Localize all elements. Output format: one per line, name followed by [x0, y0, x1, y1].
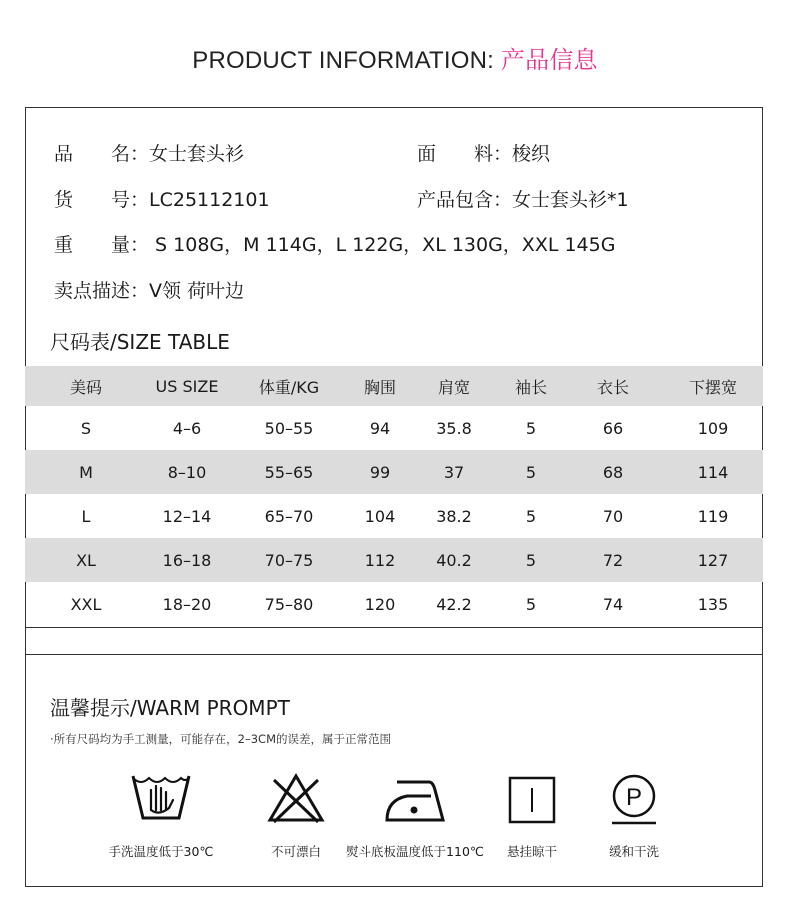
table-cell: 75–80 — [264, 594, 314, 614]
size-table-header-row — [25, 366, 763, 406]
table-cell: L — [81, 506, 91, 526]
table-cell: 70 — [602, 506, 624, 526]
table-cell: 114 — [663, 450, 763, 494]
header-cell: US SIZE — [147, 366, 227, 406]
table-row — [25, 538, 763, 582]
product-name-row — [54, 139, 244, 166]
table-cell: 55–65 — [227, 450, 351, 494]
table-cell: 4–6 — [172, 418, 202, 438]
table-row — [25, 450, 763, 494]
fabric-label: 面 料： — [417, 143, 513, 165]
table-cell: 65–70 — [264, 506, 314, 526]
header-cell: 体重/KG — [227, 366, 351, 406]
table-cell: 66 — [602, 418, 624, 438]
table-cell: 94 — [369, 418, 391, 438]
contents-row — [417, 185, 629, 212]
table-cell: M — [25, 450, 147, 494]
size-table — [25, 366, 763, 626]
table-cell: 112 — [351, 538, 409, 582]
selling-point-row — [54, 276, 244, 303]
table-cell: 119 — [697, 506, 729, 526]
care-item-gentle-dry-clean — [564, 770, 704, 860]
table-cell: 5 — [525, 418, 537, 438]
selling-point-value: V领 荷叶边 — [149, 280, 245, 302]
hand-wash-icon — [129, 770, 193, 826]
weight-label: 重 量： — [54, 234, 150, 256]
item-code-label: 货 号： — [54, 189, 150, 211]
item-code-value: LC25112101 — [149, 189, 270, 211]
measurement-note: ·所有尺码均为手工测量，可能存在，2–3CM的误差，属于正常范围 — [50, 732, 391, 746]
table-cell: 8–10 — [147, 450, 227, 494]
table-cell: 18–20 — [162, 594, 212, 614]
care-label: 不可漂白 — [270, 844, 321, 859]
table-cell: 12–14 — [162, 506, 212, 526]
table-cell: 127 — [663, 538, 763, 582]
table-row — [25, 582, 763, 626]
header-cell: 下摆宽 — [663, 366, 763, 406]
table-cell: 109 — [697, 418, 729, 438]
table-cell: 35.8 — [436, 418, 472, 438]
size-table-title: 尺码表/SIZE TABLE — [50, 330, 230, 354]
gentle-dry-clean-icon — [602, 770, 666, 826]
care-label: 手洗温度低于30℃ — [108, 844, 214, 859]
divider — [25, 627, 763, 628]
table-cell: 99 — [351, 450, 409, 494]
table-cell: 42.2 — [436, 594, 472, 614]
table-cell: 74 — [602, 594, 624, 614]
table-cell: 70–75 — [227, 538, 351, 582]
header-cell: 美码 — [25, 366, 147, 406]
table-cell: 50–55 — [264, 418, 314, 438]
divider — [25, 654, 763, 655]
table-cell: 5 — [499, 538, 563, 582]
iron-icon — [383, 770, 447, 826]
page-title — [0, 40, 790, 75]
contents-label: 产品包含： — [417, 189, 513, 211]
title-chinese: 产品信息 — [500, 46, 598, 74]
table-cell: S — [80, 418, 92, 438]
table-cell: 68 — [563, 450, 663, 494]
svg-text:P: P — [625, 784, 643, 811]
title-english: PRODUCT INFORMATION: — [192, 47, 501, 74]
table-cell: 5 — [525, 506, 537, 526]
contents-value: 女士套头衫*1 — [512, 189, 629, 211]
table-cell: 120 — [364, 594, 396, 614]
table-cell: 38.2 — [436, 506, 472, 526]
fabric-value: 梭织 — [512, 143, 551, 165]
table-cell: 104 — [364, 506, 396, 526]
care-item-hand-wash — [91, 770, 231, 860]
care-label: 熨斗底板温度低于110℃ — [346, 844, 484, 859]
product-name-value: 女士套头衫 — [149, 143, 245, 165]
table-cell: XL — [25, 538, 147, 582]
table-cell: 37 — [409, 450, 499, 494]
warm-prompt-title: 温馨提示/WARM PROMPT — [50, 696, 290, 720]
table-row — [25, 494, 763, 538]
header-cell: 袖长 — [499, 366, 563, 406]
table-cell: 135 — [697, 594, 729, 614]
header-cell: 肩宽 — [409, 366, 499, 406]
no-bleach-icon — [264, 770, 328, 826]
header-cell: 胸围 — [351, 366, 409, 406]
header-cell: 衣长 — [563, 366, 663, 406]
weight-row — [54, 230, 615, 257]
table-cell: 5 — [499, 450, 563, 494]
hang-dry-icon — [500, 770, 564, 826]
table-cell: 72 — [563, 538, 663, 582]
selling-point-label: 卖点描述： — [54, 280, 150, 302]
weight-value: S 108G，M 114G，L 122G，XL 130G，XXL 145G — [149, 234, 616, 256]
table-cell: 5 — [525, 594, 537, 614]
table-cell: 40.2 — [409, 538, 499, 582]
care-label: 缓和干洗 — [608, 844, 659, 859]
table-row — [25, 406, 763, 450]
item-code-row — [54, 185, 270, 212]
product-name-label: 品 名： — [54, 143, 150, 165]
table-cell: 16–18 — [147, 538, 227, 582]
fabric-row — [417, 139, 550, 166]
care-label: 悬挂晾干 — [506, 844, 557, 859]
table-cell: XXL — [70, 594, 102, 614]
